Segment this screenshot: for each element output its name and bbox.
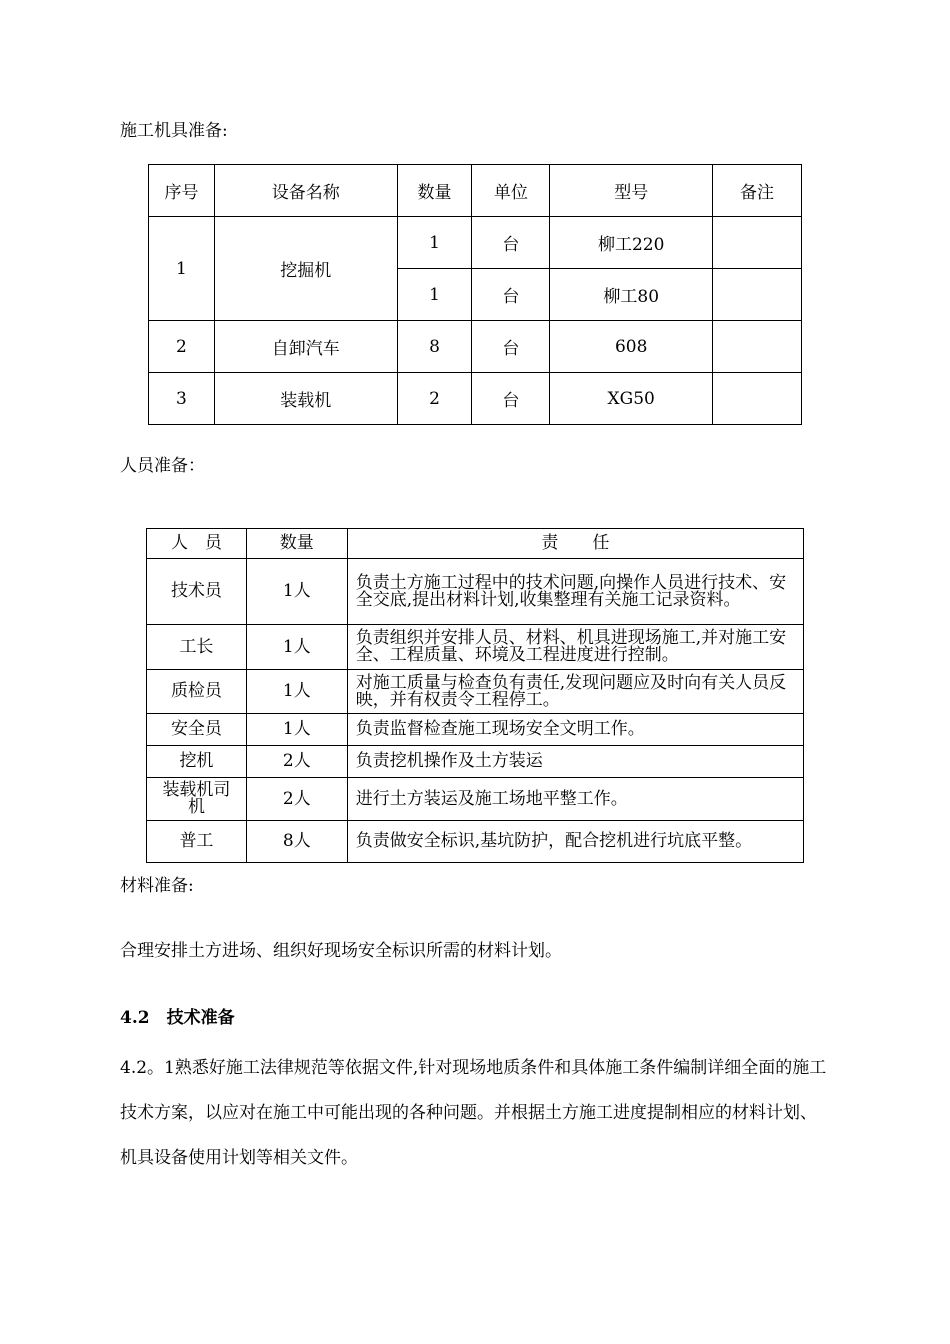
materials-text: 合理安排土方进场、组织好现场安全标识所需的材料计划。 [120,941,562,961]
note [713,269,802,321]
staff-duty: 负责组织并安排人员、材料、机具进现场施工,并对施工安全、工程质量、环境及工程进度进行控制。 [347,625,803,670]
header-cell: 单位 [472,165,550,217]
quantity: 1 [397,217,472,269]
header-cell: 人 员 [147,529,247,559]
staff-quantity: 2人 [246,778,347,821]
table-row [147,746,804,778]
staff-title: 人员准备： [120,456,205,476]
table-header-row [149,165,802,217]
unit: 台 [472,217,550,269]
unit: 台 [472,373,550,425]
model: 柳工80 [550,269,713,321]
model: 608 [550,321,713,373]
table-row [149,217,802,269]
staff-duty: 负责做安全标识,基坑防护，配合挖机进行坑底平整。 [347,821,803,863]
quantity: 8 [397,321,472,373]
note [713,217,802,269]
staff-role: 质检员 [147,670,247,714]
section-heading: 4.2 技术准备 [120,1008,235,1028]
staff-table [146,528,804,863]
header-cell: 数量 [246,529,347,559]
equipment-name: 挖掘机 [214,217,397,321]
staff-duty: 负责挖机操作及土方装运 [347,746,803,778]
table-row [147,559,804,625]
equipment-title: 施工机具准备: [120,121,228,141]
staff-duty: 进行土方装运及施工场地平整工作。 [347,778,803,821]
staff-role: 挖机 [147,746,247,778]
table-row [147,778,804,821]
note [713,321,802,373]
table-row [149,373,802,425]
model: XG50 [550,373,713,425]
header-cell: 设备名称 [214,165,397,217]
staff-role: 安全员 [147,714,247,746]
header-cell: 型号 [550,165,713,217]
staff-role: 技术员 [147,559,247,625]
table-row [147,821,804,863]
staff-quantity: 8人 [246,821,347,863]
materials-title: 材料准备: [120,876,194,896]
row-number: 2 [149,321,215,373]
staff-role: 工长 [147,625,247,670]
equipment-table [148,164,802,425]
row-number: 3 [149,373,215,425]
unit: 台 [472,321,550,373]
model: 柳工220 [550,217,713,269]
table-header-row [147,529,804,559]
note [713,373,802,425]
header-cell: 责 任 [347,529,803,559]
header-cell: 序号 [149,165,215,217]
header-cell: 备注 [713,165,802,217]
staff-duty: 对施工质量与检查负有责任,发现问题应及时向有关人员反映，并有权责令工程停工。 [347,670,803,714]
staff-quantity: 1人 [246,714,347,746]
table-row [147,625,804,670]
staff-role: 普工 [147,821,247,863]
staff-quantity: 1人 [246,559,347,625]
header-cell: 数量 [397,165,472,217]
quantity: 2 [397,373,472,425]
table-row [147,670,804,714]
equipment-name: 装载机 [214,373,397,425]
section-paragraph: 4.2。1熟悉好施工法律规范等依据文件,针对现场地质条件和具体施工条件编制详细全面的施工技术方案，以应对在施工中可能出现的各种问题。并根据土方施工进度提制相应的材料计划、机具设备使用计划等相关文件。 [120,1058,827,1168]
staff-quantity: 1人 [246,670,347,714]
staff-duty: 负责监督检查施工现场安全文明工作。 [347,714,803,746]
staff-duty: 负责土方施工过程中的技术问题,向操作人员进行技术、安全交底,提出材料计划,收集整理有关施工记录资料。 [347,559,803,625]
unit: 台 [472,269,550,321]
staff-quantity: 2人 [246,746,347,778]
table-row [147,714,804,746]
row-number: 1 [149,217,215,321]
equipment-name: 自卸汽车 [214,321,397,373]
table-row [149,321,802,373]
quantity: 1 [397,269,472,321]
staff-quantity: 1人 [246,625,347,670]
staff-role: 装载机司机 [147,778,247,821]
